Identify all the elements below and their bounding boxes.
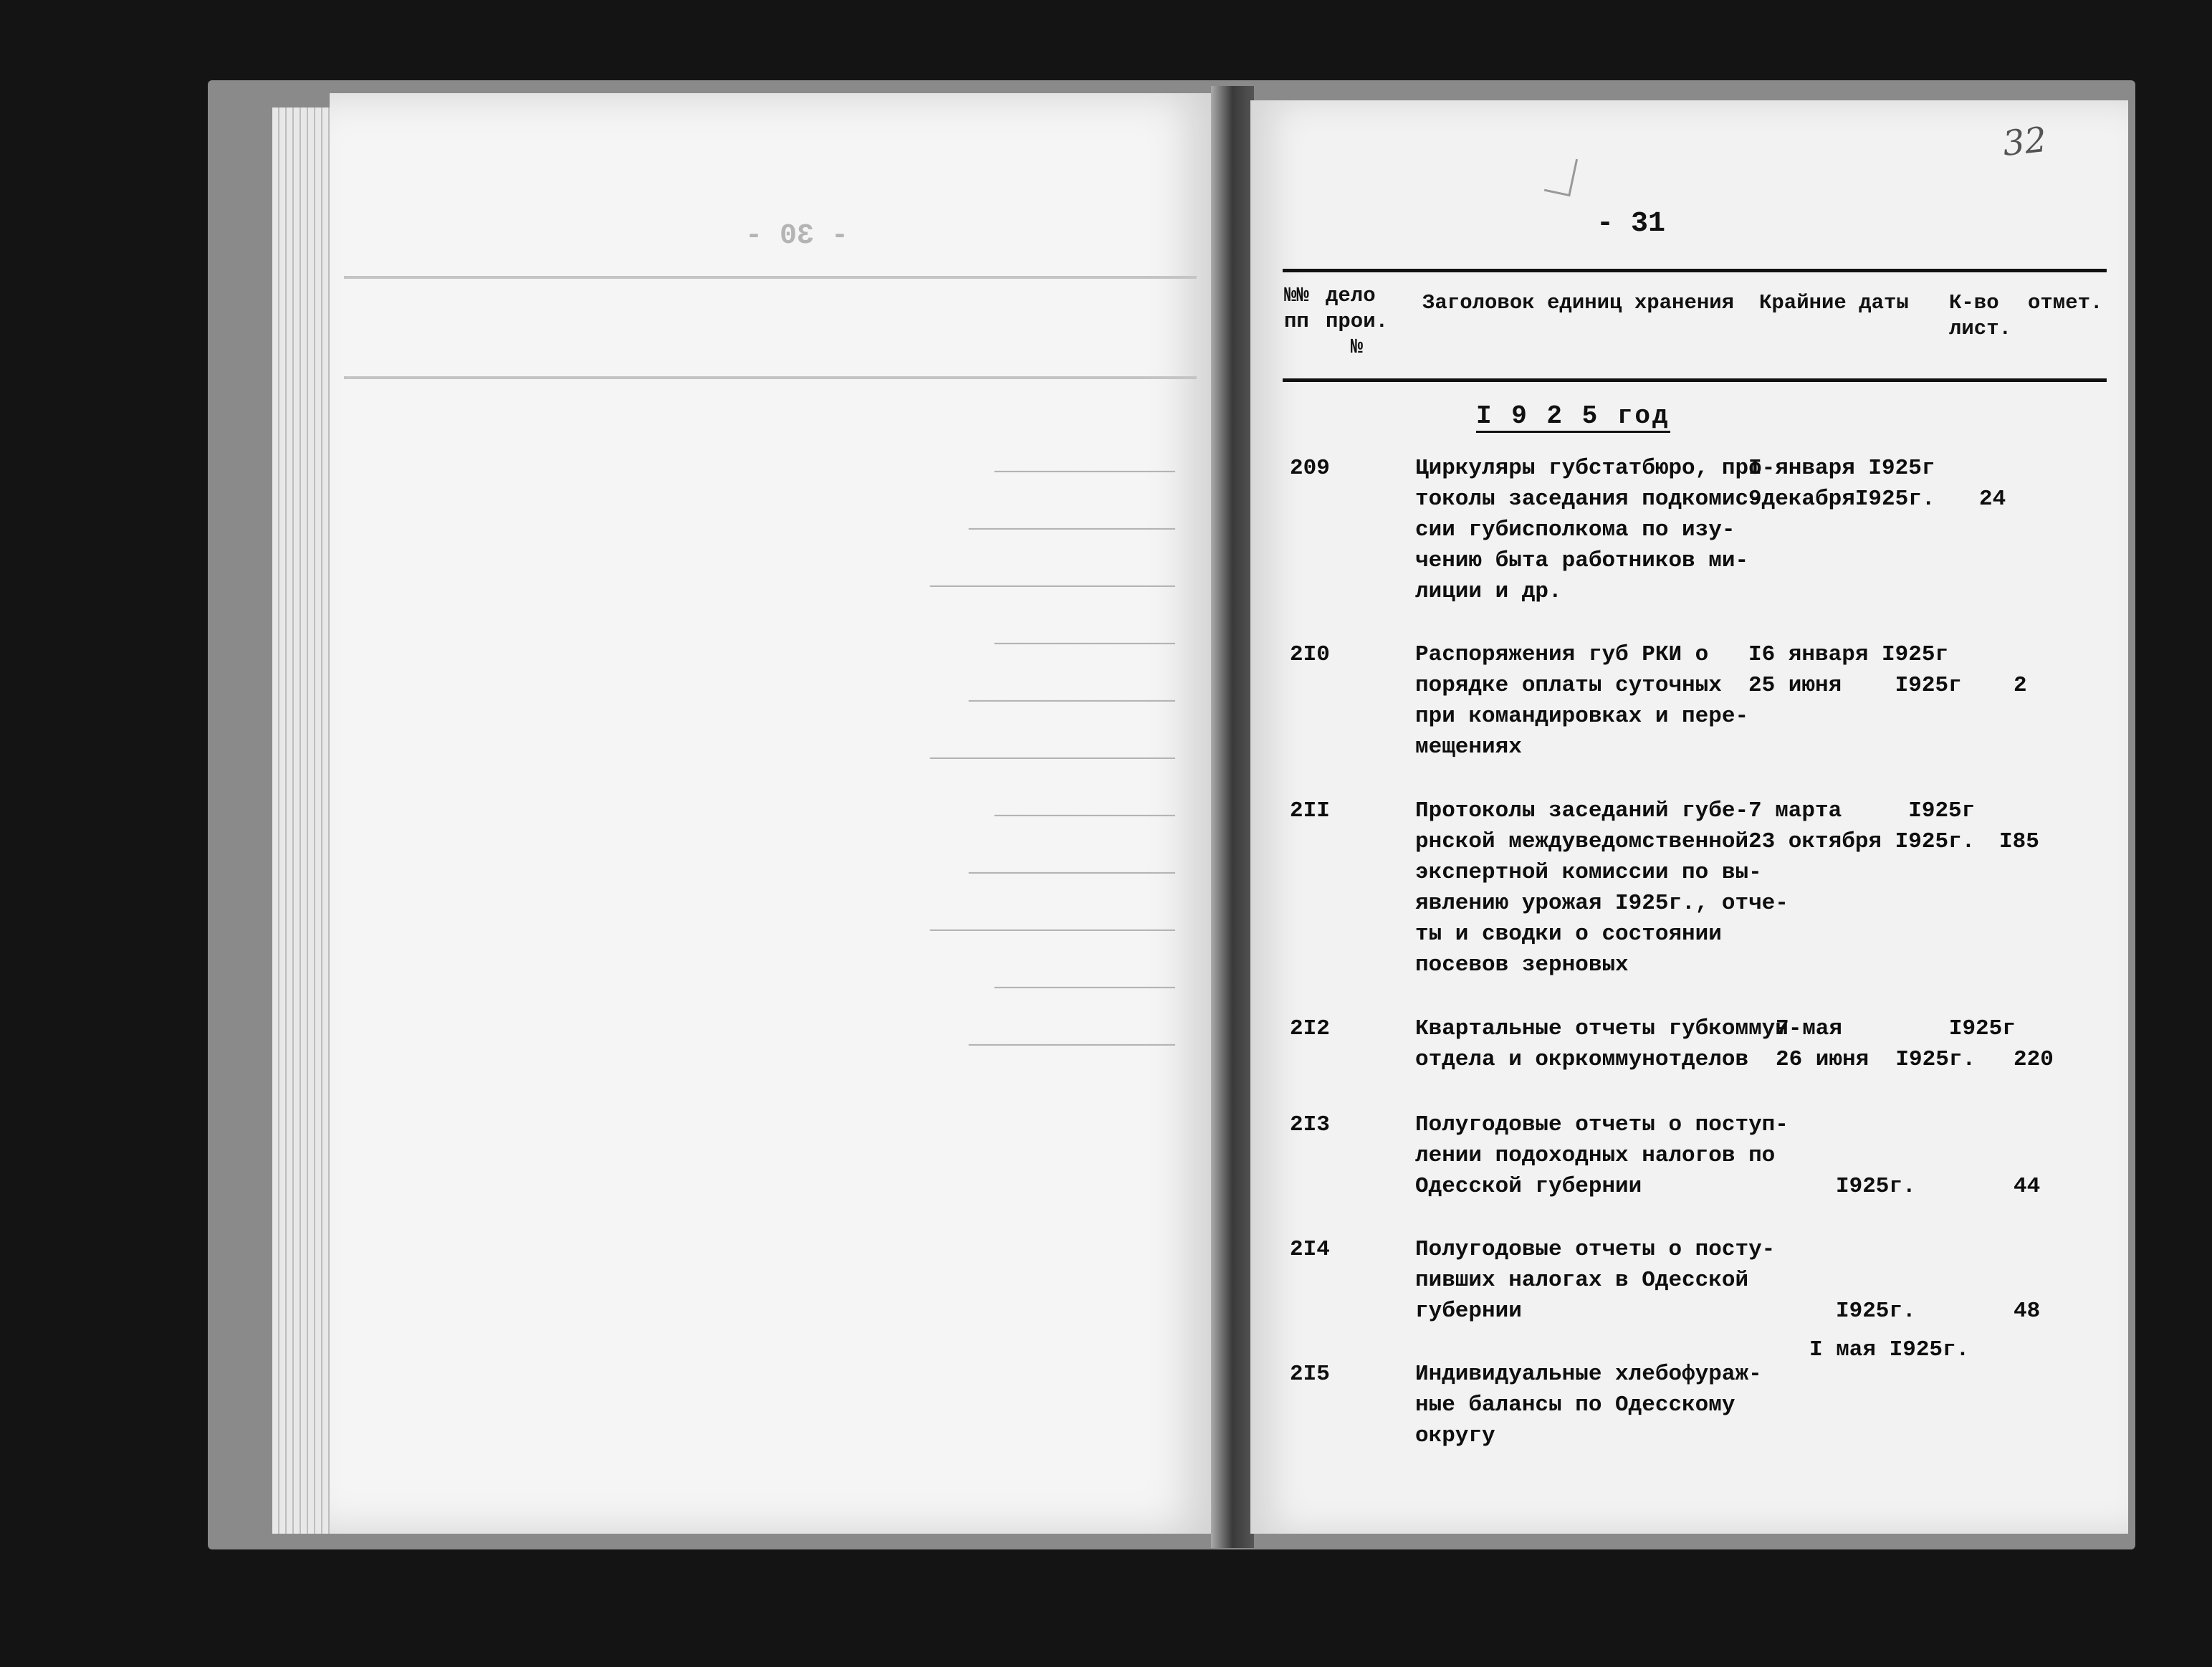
bleed-through-page-number: - 30 - xyxy=(745,220,849,252)
bleed-through-rule xyxy=(344,376,1197,379)
row-title: Циркуляры губстатбюро, про- токолы заседания подкомис- сии губисполкома по изу- чению быта работников ми- лиции и др. xyxy=(1415,456,1776,604)
row-dates: I января I925г 9декабряI925г. xyxy=(1748,456,1935,512)
row-sheets: I85 xyxy=(1999,829,2039,854)
row-sheets: 220 xyxy=(2014,1047,2054,1072)
row-title: Индивидуальные хлебофураж- ные балансы по Одесскому округу xyxy=(1415,1362,1762,1448)
row-dates: I мая I925г. xyxy=(1809,1337,1970,1362)
row-number: 2II xyxy=(1290,798,1330,823)
header-col-notes: отмет. xyxy=(2028,291,2103,315)
row-number: 2I2 xyxy=(1290,1016,1330,1041)
row-dates: 7 мая I925г 26 июня I925г. xyxy=(1776,1016,2016,1072)
row-sheets: 48 xyxy=(2014,1299,2041,1324)
row-sheets: 44 xyxy=(2014,1174,2041,1199)
row-number: 2I4 xyxy=(1290,1237,1330,1262)
bleed-through-text: ────────────── ──────────────── ─────────────────── ────────────── ──────────────── ─────────────────── ────────────── ──────────────── ─────────────────── ────────────── ──────────────── xyxy=(929,461,1175,1059)
book-gutter xyxy=(1211,86,1254,1548)
row-dates: I925г. xyxy=(1836,1174,1916,1199)
row-number: 2I3 xyxy=(1290,1112,1330,1137)
row-title: Полугодовые отчеты о поступ- лении подоходных налогов по Одесской губернии xyxy=(1415,1112,1789,1199)
row-number: 2I5 xyxy=(1290,1362,1330,1387)
header-rule-bottom xyxy=(1283,378,2107,382)
archive-folio-number: 32 xyxy=(2001,119,2049,165)
header-col-case: дело прои. № xyxy=(1326,284,1389,359)
row-number: 2I0 xyxy=(1290,642,1330,667)
header-col-title: Заголовок единиц хранения xyxy=(1422,291,1735,315)
row-sheets: 24 xyxy=(1979,487,2006,512)
header-col-dates: Крайние даты xyxy=(1759,291,1909,315)
row-number: 209 xyxy=(1290,456,1330,481)
page-number: - 31 xyxy=(1596,208,1666,240)
row-sheets: 2 xyxy=(2014,673,2027,698)
header-rule-top xyxy=(1283,269,2107,272)
row-dates: 7 марта I925г 23 октября I925г. xyxy=(1748,798,1976,854)
year-heading: I 9 2 5 год xyxy=(1476,401,1670,433)
bleed-through-rule xyxy=(344,276,1197,279)
row-title: Протоколы заседаний губе- рнской междуведомственной экспертной комиссии по вы- явлению урожая I925г., отче- ты и сводки о состоянии посевов зерновых xyxy=(1415,798,1789,978)
row-title: Квартальные отчеты губкоммун- отдела и окркоммунотделов xyxy=(1415,1016,1802,1072)
header-col-number: №№ пп xyxy=(1284,284,1309,333)
row-dates: I6 января I925г 25 июня I925г xyxy=(1748,642,1962,698)
page-edges xyxy=(272,108,330,1534)
row-title: Полугодовые отчеты о посту- пивших налогах в Одесской губернии xyxy=(1415,1237,1776,1324)
header-col-sheets: К-во лист. xyxy=(1949,291,2012,340)
row-title: Распоряжения губ РКИ о порядке оплаты суточных при командировках и пере- мещениях xyxy=(1415,642,1749,760)
row-dates: I925г. xyxy=(1836,1299,1916,1324)
